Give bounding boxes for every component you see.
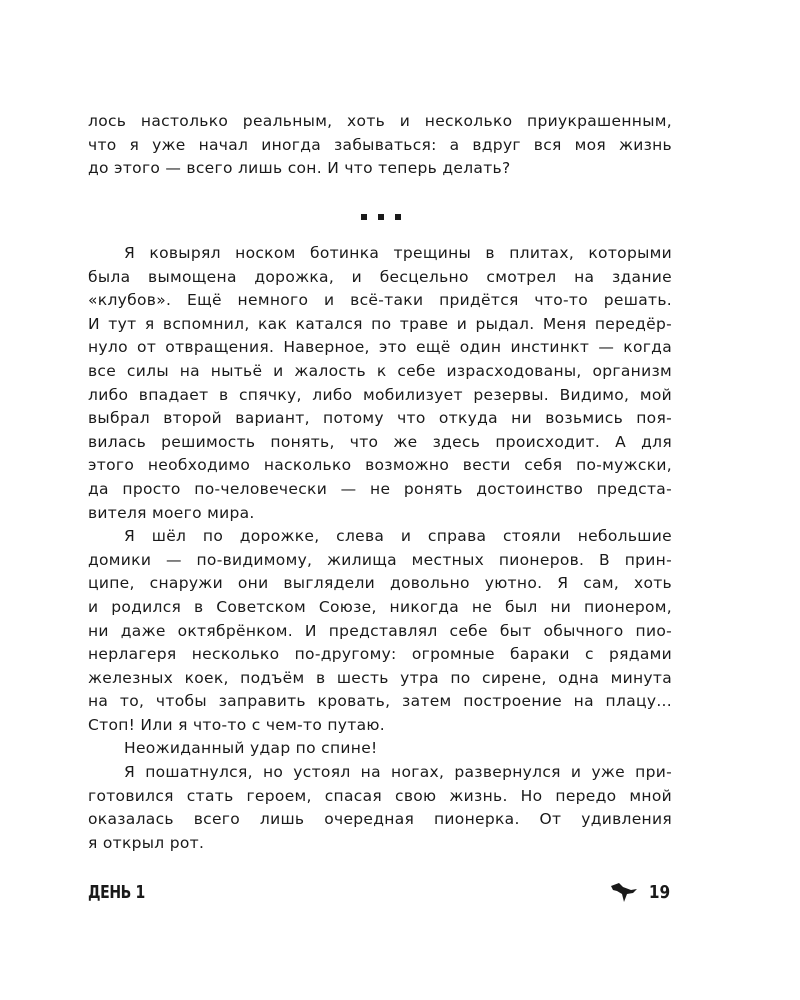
chapter-title: ДЕНЬ 1 [88,882,145,903]
text-line: оказалась всего лишь очередная пионерка. От удивления [88,810,672,829]
text-line: этого необходимо насколько возможно вести себя по-мужски, [88,456,672,475]
text-line: до этого — всего лишь сон. И что теперь делать? [88,159,511,178]
text-line: все силы на нытьё и жалость к себе израсходованы, организм [88,361,672,380]
text-line: Я ковырял носком ботинка трещины в плитах, которыми [124,244,672,262]
text-line: Я пошатнулся, но устоял на ногах, развернулся и уже при- [124,763,672,782]
text-line: либо впадает в спячку, либо мобилизует резервы. Видимо, мой [88,385,672,404]
text-line: домики — по-видимому, жилища местных пионеров. В прин- [88,550,672,569]
divider-dot [361,214,367,220]
section-divider [361,214,401,220]
text-line: вителя моего мира. [88,503,255,522]
text-line: готовился стать героем, спасая свою жизнь. Но передо мной [88,786,672,805]
main-text [88,242,672,855]
page-footer-right [609,880,672,904]
divider-dot [395,214,401,220]
text-line: «клубов». Ещё немного и всё-таки придётся что-то решать. [88,291,672,310]
bird-silhouette-icon [609,880,639,904]
text-line: ни даже октябрёнком. И представлял себе быт обычного пио- [88,621,672,640]
text-line: выбрал второй вариант, потому что откуда ни возьмись поя- [88,409,672,428]
text-line: Я шёл по дорожке, слева и справа стояли небольшие [124,527,672,546]
text-line: на то, чтобы заправить кровать, затем построение на плацу... [88,692,672,711]
divider-dot [378,214,384,220]
text-line: и родился в Советском Союзе, никогда не был ни пионером, [88,597,672,616]
text-line: я открыл рот. [88,833,205,852]
text-line: да просто по-человечески — не ронять достоинство предста- [88,479,672,498]
text-line: что я уже начал иногда забываться: а вдруг вся моя жизнь [88,135,672,154]
text-line: была вымощена дорожка, и бесцельно смотрел на здание [88,267,672,286]
text-line: железных коек, подъём в шесть утра по сирене, одна минута [88,668,672,687]
text-line: нерлагеря несколько по-другому: огромные бараки с рядами [88,645,672,664]
text-line: вилась решимость понять, что же здесь происходит. А для [88,432,672,451]
page-number: 19 [648,881,671,903]
text-line: И тут я вспомнил, как катался по траве и рыдал. Меня передёр- [88,314,672,333]
text-line: ципе, снаружи они выглядели довольно уютно. Я сам, хоть [88,574,672,593]
text-line: Стоп! Или я что-то с чем-то путаю. [88,715,385,734]
text-line: нуло от отвращения. Наверное, это ещё один инстинкт — когда [88,338,672,357]
text-line: Неожиданный удар по спине! [124,739,378,758]
text-line: лось настолько реальным, хоть и несколько приукрашенным, [88,112,672,130]
intro-paragraph [88,110,672,181]
